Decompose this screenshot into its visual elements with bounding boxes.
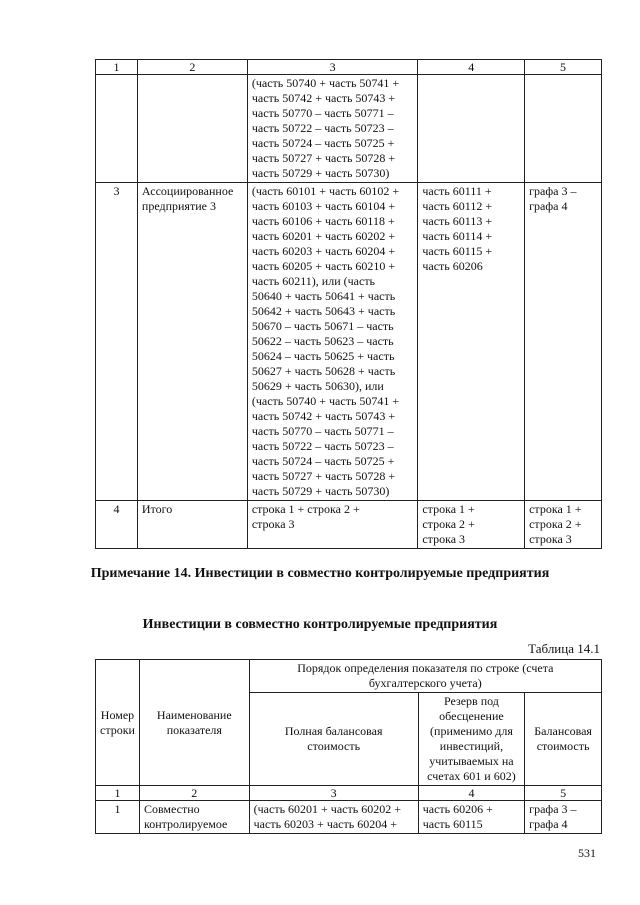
col-number: 1 bbox=[96, 60, 138, 75]
header-full-value: Полная балансовая стоимость bbox=[249, 693, 418, 786]
col-number: 2 bbox=[137, 60, 247, 75]
row-balance: строка 1 + строка 2 + строка 3 bbox=[525, 501, 602, 549]
col-number: 4 bbox=[418, 786, 524, 801]
row-balance bbox=[525, 75, 602, 183]
col-number: 4 bbox=[418, 60, 525, 75]
row-balance: графа 3 – графа 4 bbox=[525, 801, 602, 834]
row-reserve: часть 60111 + часть 60112 + часть 60113 + часть 60114 + часть 60115 + часть 60206 bbox=[418, 183, 525, 501]
page-number: 531 bbox=[578, 846, 596, 860]
row-formula: (часть 60201 + часть 60202 + часть 60203 + часть 60204 + bbox=[249, 801, 418, 834]
col-number: 5 bbox=[525, 60, 602, 75]
header-indicator-name: Наименование показателя bbox=[139, 660, 249, 786]
col-number: 3 bbox=[247, 60, 418, 75]
col-number: 1 bbox=[96, 786, 140, 801]
header-row bbox=[96, 660, 602, 693]
table-label: Таблица 14.1 bbox=[528, 641, 600, 656]
table-title: Инвестиции в совместно контролируемые предприятия bbox=[142, 617, 498, 632]
joint-ventures-table bbox=[95, 659, 602, 834]
table-row bbox=[96, 75, 602, 183]
header-group: Порядок определения показателя по строке (счета бухгалтерского учета) bbox=[249, 660, 601, 693]
row-number: 1 bbox=[96, 801, 140, 834]
row-formula: (часть 60101 + часть 60102 + часть 60103 + часть 60104 + часть 60106 + часть 60118 + часть 60201 + часть 60202 + часть 60203 + часть 60204 + часть 60205 + часть 60210 + часть 60211), или (часть 50640 + часть 50641 + часть 50642 + часть 50643 + часть 50670 – часть 50671 – часть 50622 – часть 50623 – часть 50624 – часть 50625 + часть 50627 + часть 50628 + часть 50629 + часть 50630), или (часть 50740 + часть 50741 + часть 50742 + часть 50743 + часть 50770 – часть 50771 – часть 50722 – часть 50723 – часть 50724 – часть 50725 + часть 50727 + часть 50728 + часть 50729 + часть 50730) bbox=[247, 183, 418, 501]
row-name: Ассоциированное предприятие 3 bbox=[137, 183, 247, 501]
row-formula: строка 1 + строка 2 + строка 3 bbox=[247, 501, 418, 549]
note-heading: Примечание 14. Инвестиции в совместно контролируемые предприятия bbox=[90, 566, 550, 581]
row-number bbox=[96, 75, 138, 183]
column-number-row bbox=[96, 60, 602, 75]
row-balance: графа 3 – графа 4 bbox=[525, 183, 602, 501]
row-reserve: часть 60206 + часть 60115 bbox=[418, 801, 524, 834]
col-number: 5 bbox=[525, 786, 602, 801]
row-formula: (часть 50740 + часть 50741 + часть 50742 + часть 50743 + часть 50770 – часть 50771 – часть 50722 – часть 50723 – часть 50724 – часть 50725 + часть 50727 + часть 50728 + часть 50729 + часть 50730) bbox=[247, 75, 418, 183]
header-balance-value: Балансовая стоимость bbox=[525, 693, 602, 786]
row-reserve bbox=[418, 75, 525, 183]
table-row bbox=[96, 501, 602, 549]
column-number-row bbox=[96, 786, 602, 801]
table-row bbox=[96, 183, 602, 501]
row-number: 3 bbox=[96, 183, 138, 501]
table-row bbox=[96, 801, 602, 834]
col-number: 2 bbox=[139, 786, 249, 801]
row-name: Совместно контролируемое bbox=[139, 801, 249, 834]
header-reserve: Резерв под обесценение (применимо для инвестиций, учитываемых на счетах 601 и 602) bbox=[418, 693, 524, 786]
row-reserve: строка 1 + строка 2 + строка 3 bbox=[418, 501, 525, 549]
header-row-number: Номер строки bbox=[96, 660, 140, 786]
investments-table-continued bbox=[95, 59, 602, 549]
row-number: 4 bbox=[96, 501, 138, 549]
row-name: Итого bbox=[137, 501, 247, 549]
row-name bbox=[137, 75, 247, 183]
col-number: 3 bbox=[249, 786, 418, 801]
